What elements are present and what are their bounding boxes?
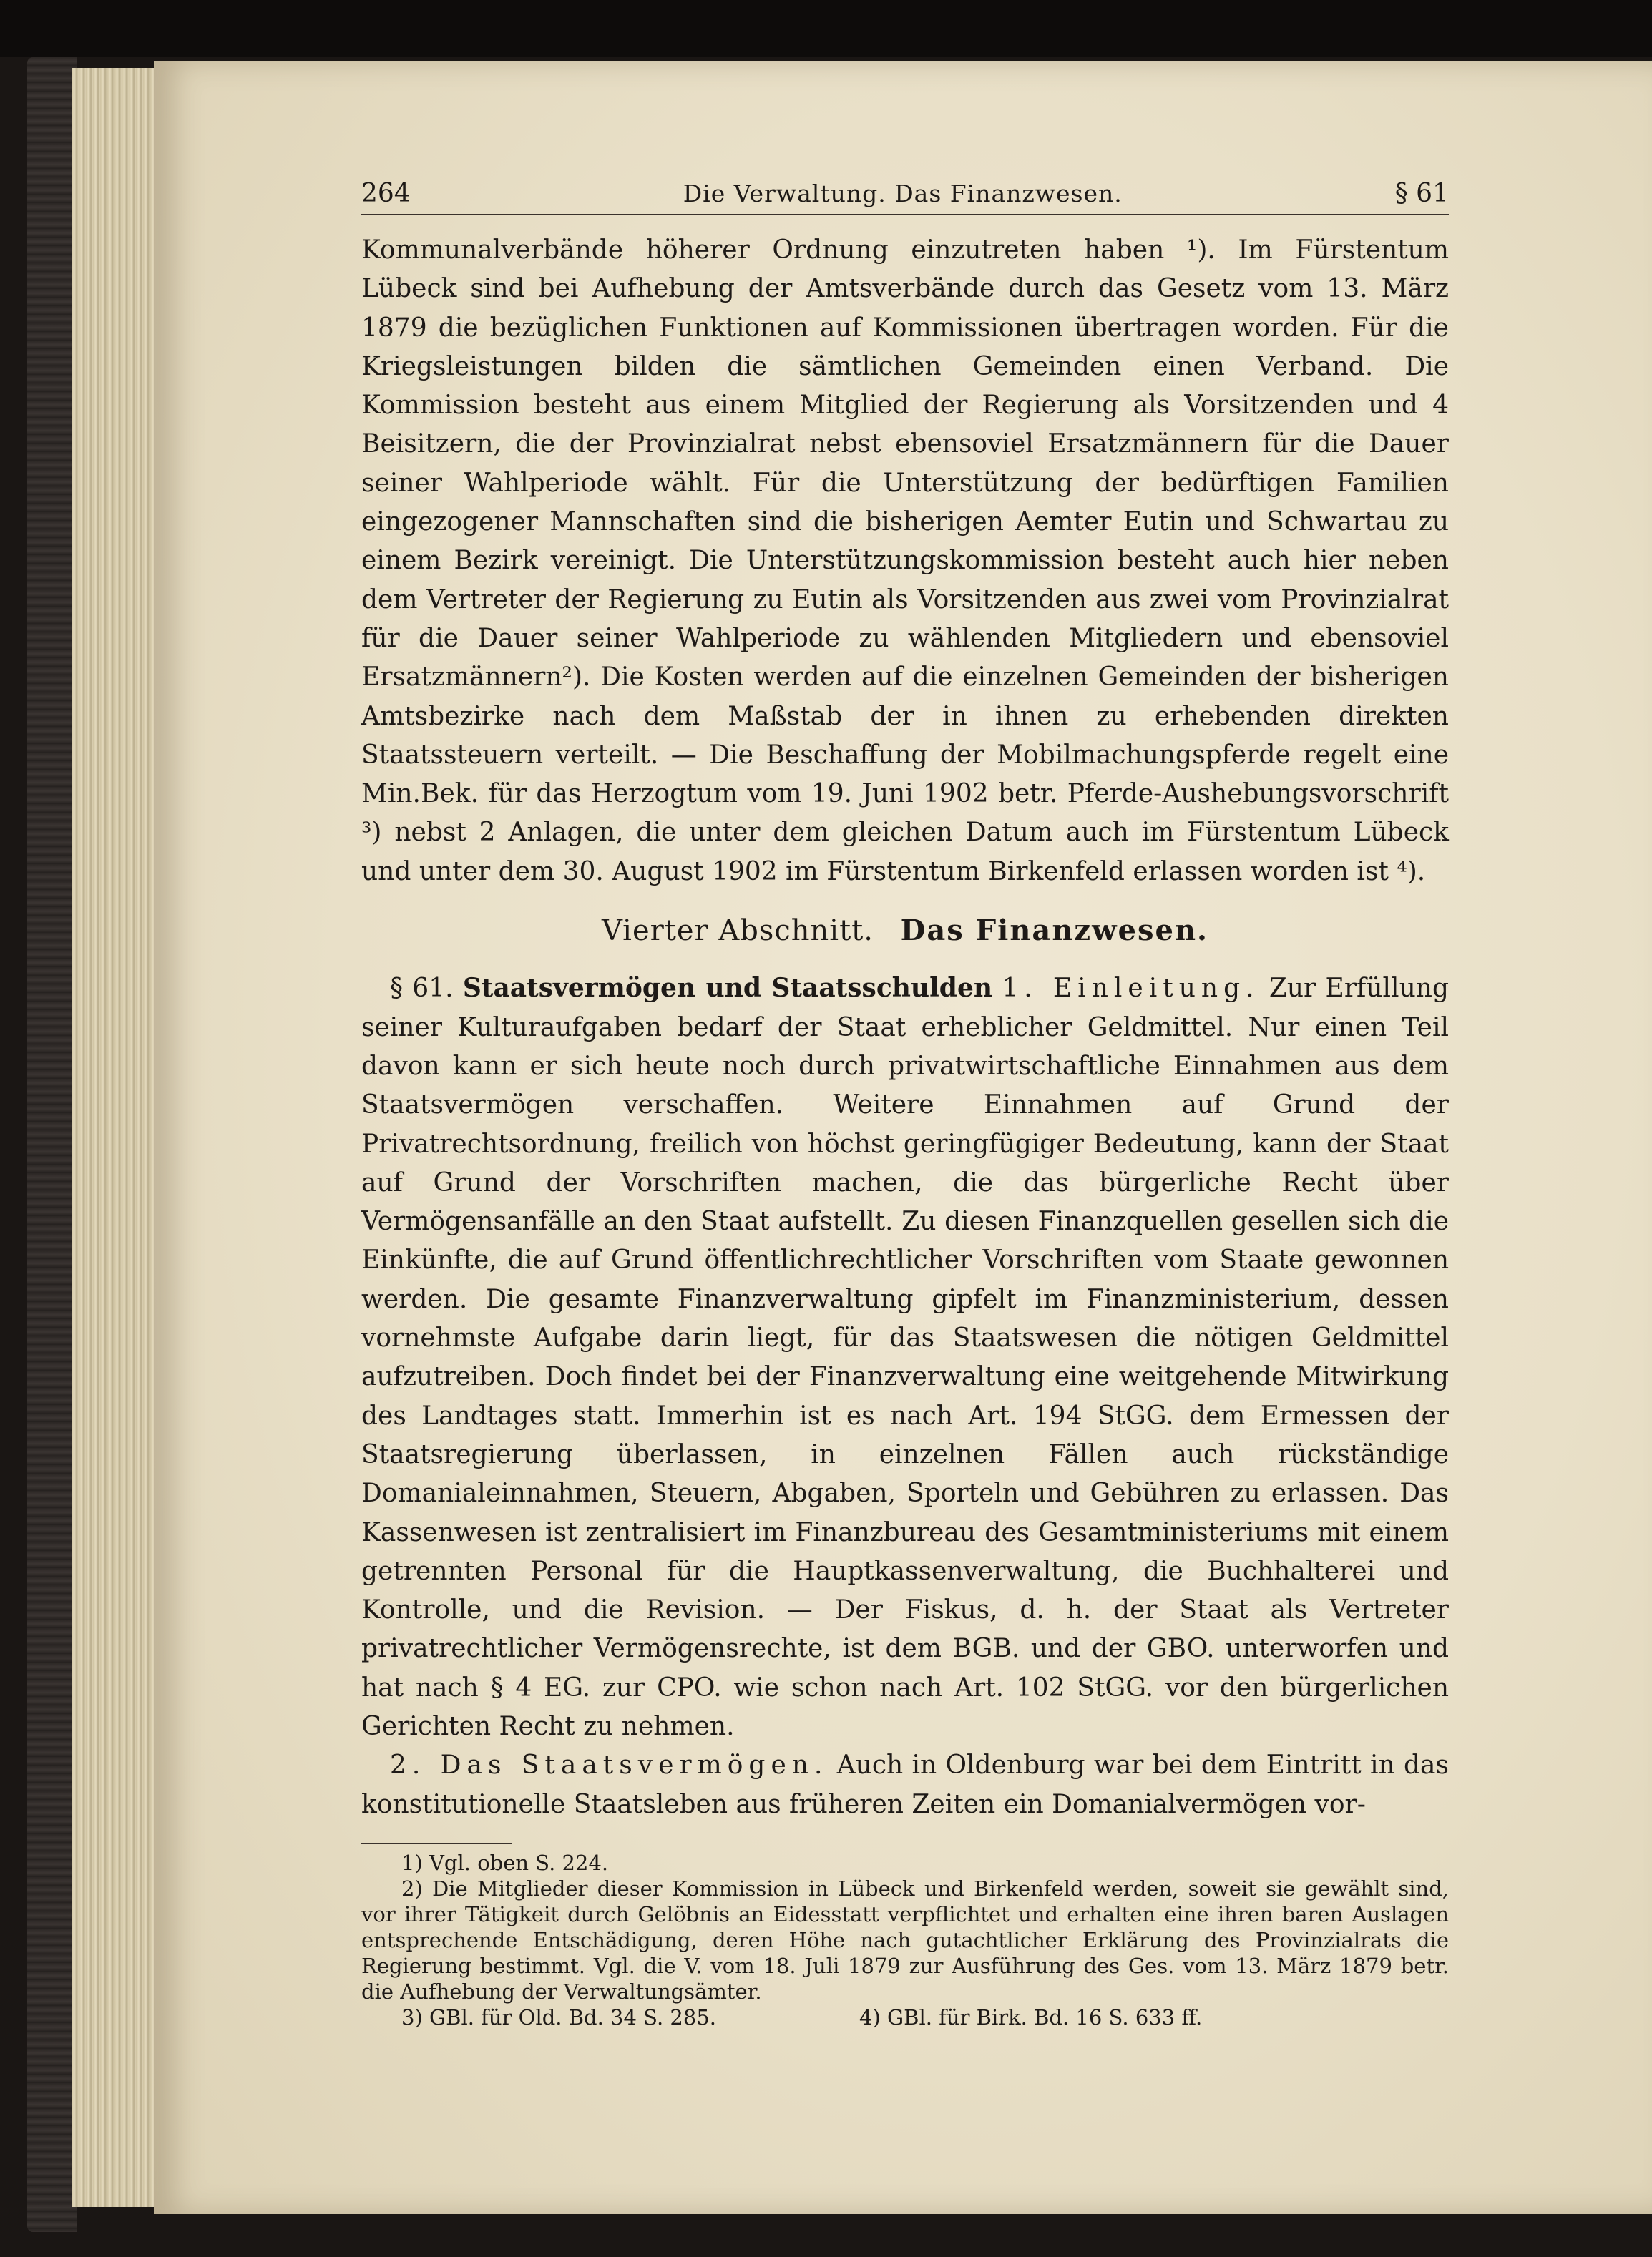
section-heading-title: Das Finanzwesen. [900,914,1208,948]
paragraph-title: Staatsvermögen und Staatsschulden [462,973,993,1004]
footnote-2: 2) Die Mitglieder dieser Kommission in Lübeck und Birkenfeld werden, soweit sie gewählt sind, vor ihrer Tätigkeit durch Gelöbnis an Eidesstatt verpflichtet und erhalten eine ihren baren Auslagen entsprechende Entschädigung, deren Höhe nach gutachtlicher Erklärung des Provinzialrats die Regierung bestimmt. Vgl. die V. vom 18. Juli 1879 zur Ausführung des Ges. vom 13. März 1879 betr. die Aufhebung der Verwaltungsämter. [361,1876,1449,2004]
footnotes [361,1850,1449,2030]
footnote-3: 3) GBl. für Old. Bd. 34 S. 285. [401,2004,716,2030]
subsection-2-label: 2. Das Staatsvermögen. [390,1751,829,1781]
paragraph-61 [361,969,1449,1746]
paragraph-number: § 61. [390,974,454,1004]
running-title: Die Verwaltung. Das Finanzwesen. [683,180,1123,207]
book-spine [27,57,77,2232]
running-header [361,179,1449,215]
intro-paragraph: Kommunalverbände höherer Ordnung einzutreten haben ¹). Im Fürstentum Lübeck sind bei Aufhebung der Amtsverbände durch das Gesetz vom 13. März 1879 die bezüglichen Funktionen auf Kommissionen übertragen worden. Für die Kriegsleistungen bilden die sämtlichen Gemeinden einen Verband. Die Kommission besteht aus einem Mitglied der Regierung als Vorsitzenden und 4 Beisitzern, die der Provinzialrat nebst ebensoviel Ersatzmännern für die Dauer seiner Wahlperiode wählt. Für die Unterstützung der bedürftigen Familien eingezogener Mannschaften sind die bisherigen Aemter Eutin und Schwartau zu einem Bezirk vereinigt. Die Unterstützungskommission besteht auch hier neben dem Vertreter der Regierung zu Eutin als Vorsitzenden aus zwei vom Provinzialrat für die Dauer seiner Wahlperiode zu wählenden Mitgliedern und ebensoviel Ersatzmännern²). Die Kosten werden auf die einzelnen Gemeinden der bisherigen Amtsbezirke nach dem Maßstab der in ihnen zu erhebenden direkten Staatssteuern verteilt. — Die Beschaffung der Mobilmachungspferde regelt eine Min.Bek. für das Herzogtum vom 19. Juni 1902 betr. Pferde-Aushebungsvorschrift ³) nebst 2 Anlagen, die unter dem gleichen Datum auch im Fürstentum Lübeck und unter dem 30. August 1902 im Fürstentum Birkenfeld erlassen worden ist ⁴). [361,235,1449,886]
page-content [361,179,1449,2030]
subsection-2-text: Auch in Oldenburg war bei dem Eintritt in das konstitutionelle Staatsleben aus früheren Zeiten ein Domanialvermögen vor- [361,1751,1449,1819]
section-reference: § 61 [1394,179,1449,208]
scan-background-top [0,0,1652,57]
subsection-2 [361,1746,1449,1824]
page-number: 264 [361,179,411,208]
page-edges [72,68,157,2207]
footnote-divider [361,1843,512,1844]
section-heading [361,911,1449,950]
paragraph-61-text: Zur Erfüllung seiner Kulturaufgaben bedarf der Staat erheblicher Geldmittel. Nur einen Teil davon kann er sich heute noch durch privatwirtschaftliche Einnahmen aus dem Staatsvermögen verschaffen. Weitere Einnahmen auf Grund der Privatrechtsordnung, freilich von höchst geringfügiger Bedeutung, kann der Staat auf Grund der Vorschriften machen, die das bürgerliche Recht über Vermögensanfälle an den Staat aufstellt. Zu diesen Finanzquellen gesellen sich die Einkünfte, die auf Grund öffentlichrechtlicher Vorschriften vom Staate gewonnen werden. Die gesamte Finanzverwaltung gipfelt im Finanzministerium, dessen vornehmste Aufgabe darin liegt, für das Staatswesen die nötigen Geldmittel aufzutreiben. Doch findet bei der Finanzverwaltung eine weitgehende Mitwirkung des Landtages statt. Immerhin ist es nach Art. 194 StGG. dem Ermessen der Staatsregierung überlassen, in einzelnen Fällen auch rückständige Domanialeinnahmen, Steuern, Abgaben, Sporteln und Gebühren zu erlassen. Das Kassenwesen ist zentralisiert im Finanzbureau des Gesamtministeriums mit einem getrennten Personal für die Hauptkassenverwaltung, die Buchhalterei und Kontrolle, und die Revision. — Der Fiskus, d. h. der Staat als Vertreter privatrechtlicher Vermögensrechte, ist dem BGB. und der GBO. unterworfen und hat nach § 4 EG. zur CPO. wie schon nach Art. 102 StGG. vor den bürgerlichen Gerichten Recht zu nehmen. [361,974,1449,1741]
body-text [361,231,1449,1824]
section-heading-prefix: Vierter Abschnitt. [602,914,874,948]
footnote-4: 4) GBl. für Birk. Bd. 16 S. 633 ff. [859,2004,1203,2030]
subsection-1-label: 1. Einleitung. [1002,974,1260,1004]
footnote-row [361,2004,1449,2030]
footnote-1: 1) Vgl. oben S. 224. [401,1850,609,1875]
